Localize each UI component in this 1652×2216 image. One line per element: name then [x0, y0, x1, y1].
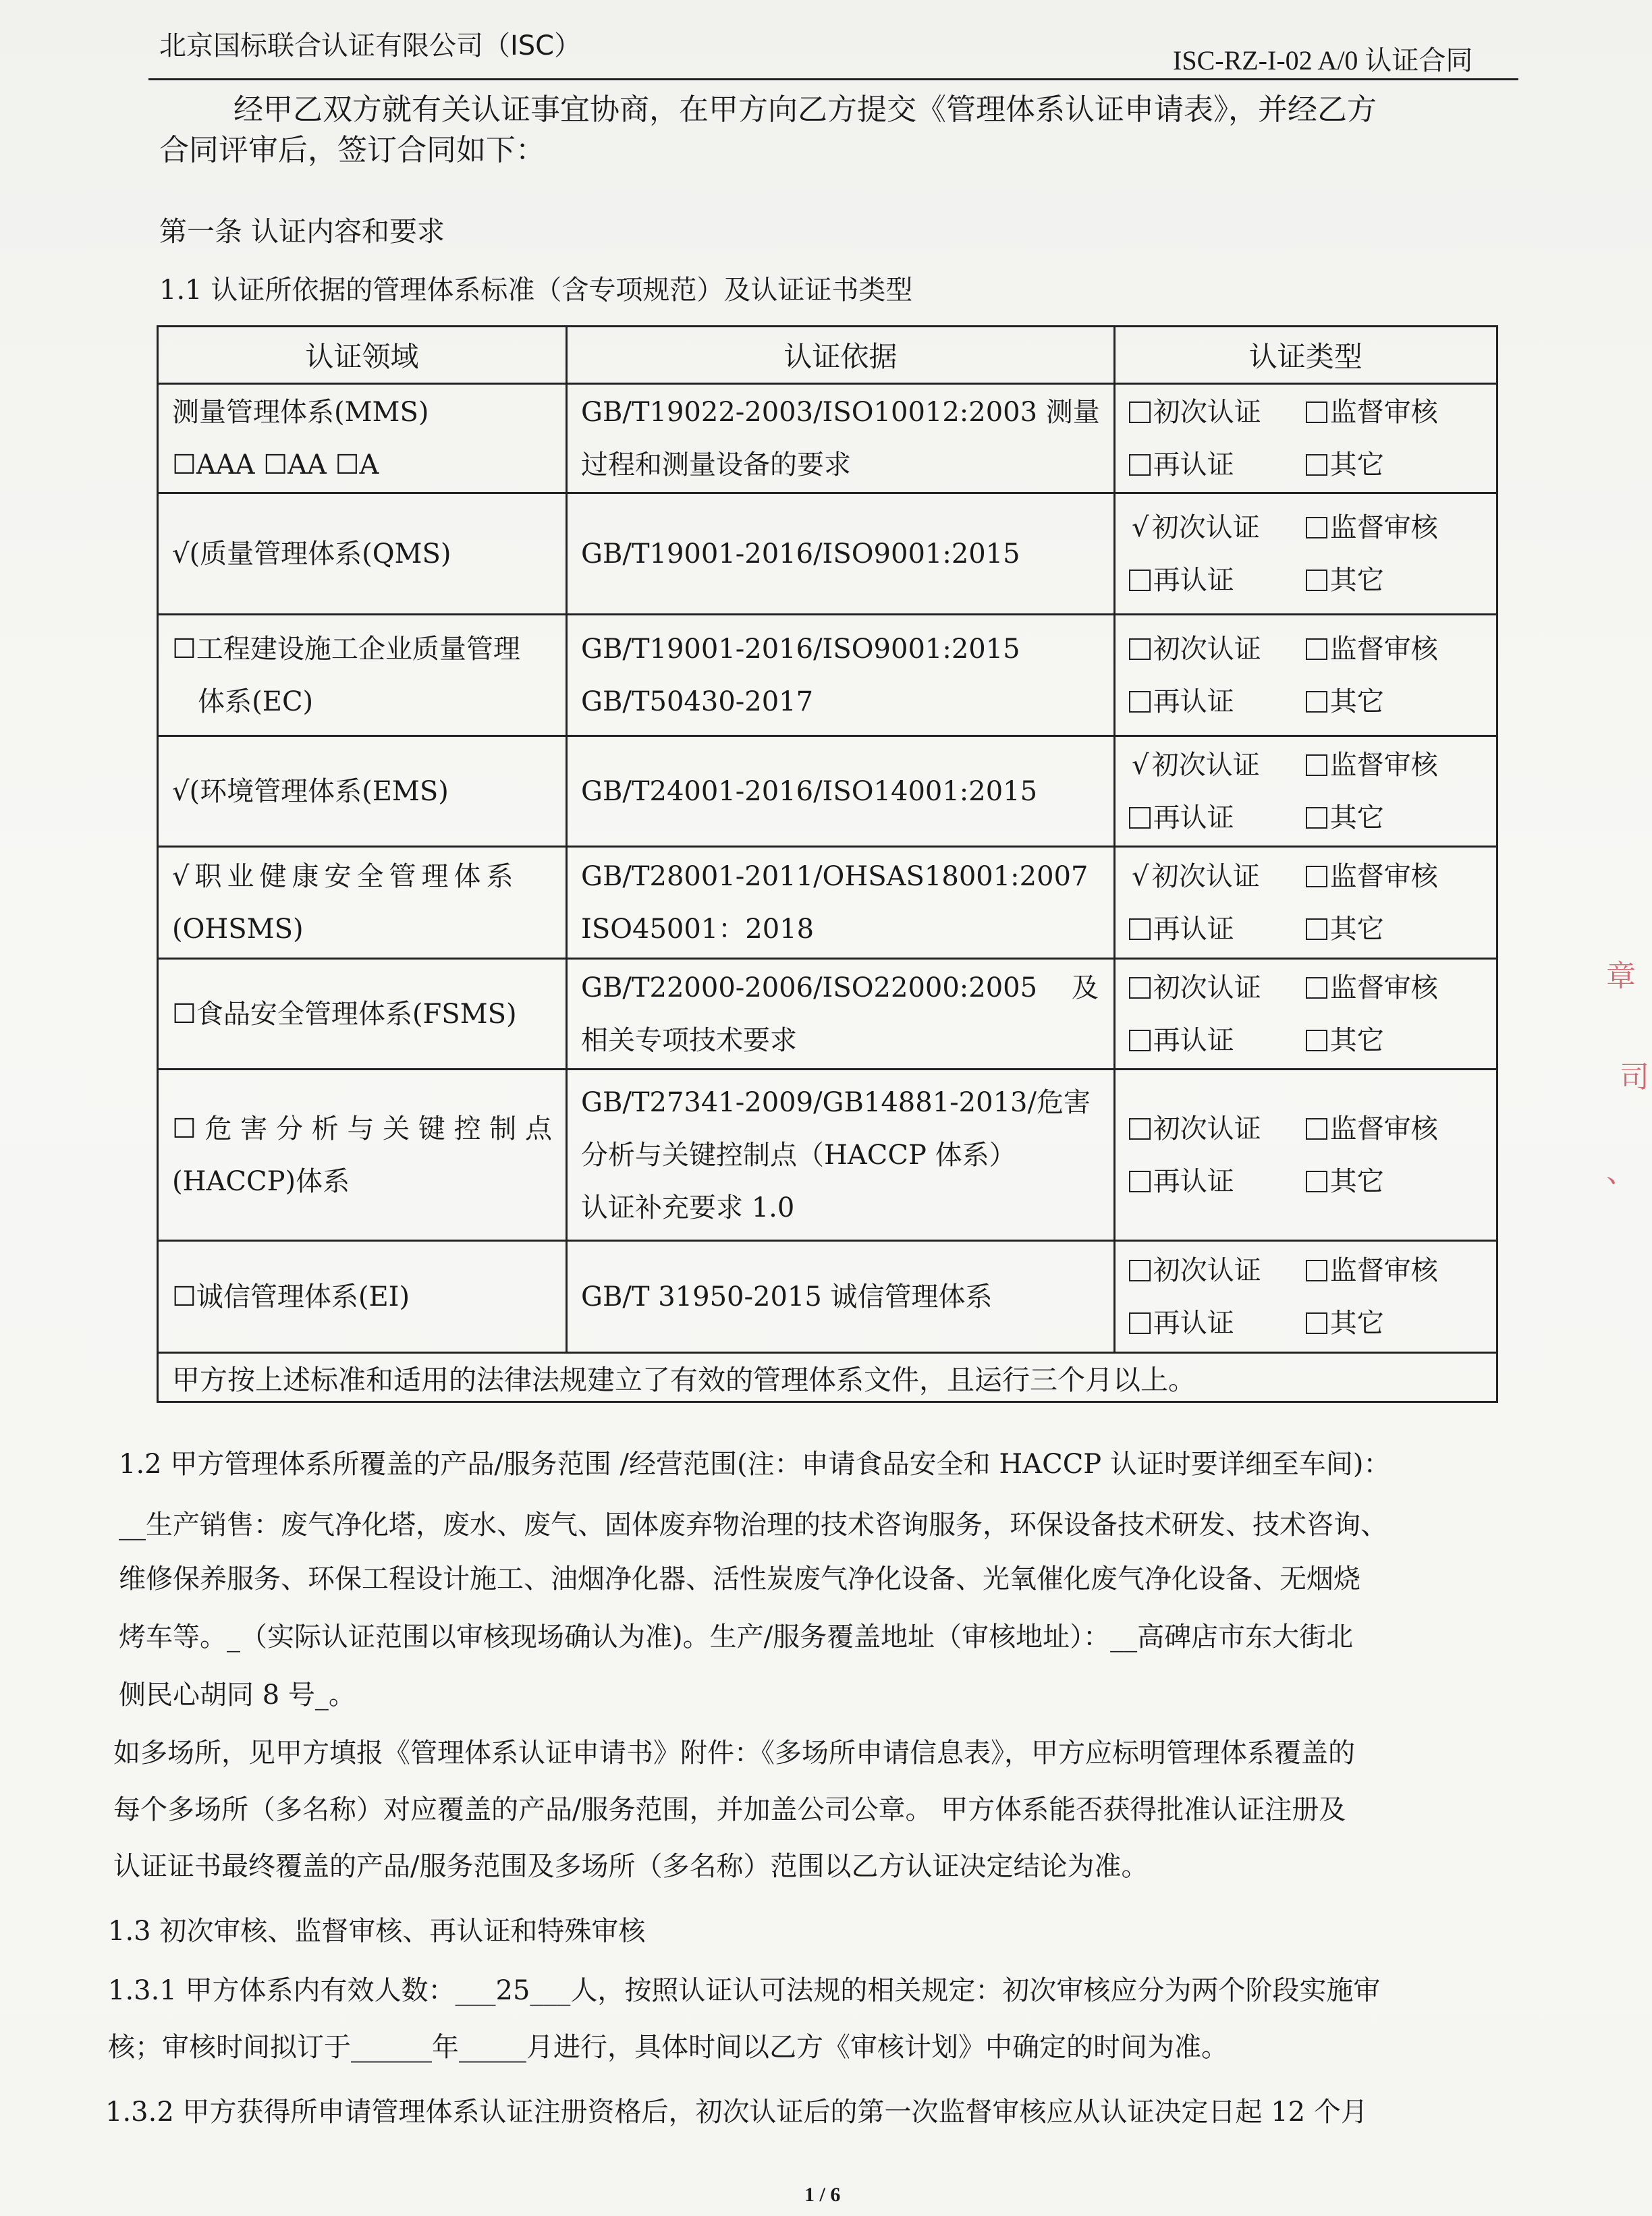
- label-initial: 初次认证: [1153, 633, 1261, 665]
- cert-field-text: (HACCP)体系: [172, 1165, 350, 1197]
- label-surveillance: 监督审核: [1329, 972, 1438, 1003]
- cert-type-cell: [1114, 736, 1497, 847]
- checkbox-other[interactable]: [1306, 691, 1327, 713]
- cert-basis-text: GB/T19001-2016/ISO9001:2015: [581, 538, 1020, 570]
- checkbox-other[interactable]: [1306, 918, 1327, 940]
- label-recert: 再认证: [1153, 1024, 1234, 1056]
- checkmark-icon[interactable]: √: [1132, 511, 1149, 543]
- checkbox-initial[interactable]: [1129, 977, 1151, 999]
- checkbox-recert[interactable]: [1129, 1312, 1151, 1334]
- cert-basis-text: GB/T 31950-2015 诚信管理体系: [581, 1281, 993, 1312]
- cert-field-cell: [158, 384, 567, 493]
- cert-type-cell: [1114, 1241, 1497, 1353]
- label-initial: 初次认证: [1153, 1254, 1261, 1286]
- header-rule: [148, 78, 1518, 80]
- cert-basis-text: ISO45001：2018: [581, 913, 815, 945]
- checkbox-surveillance[interactable]: [1306, 1118, 1327, 1140]
- section-1-2-line: 维修保养服务、环保工程设计施工、油烟净化器、活性炭废气净化设备、光氧催化废气净化设备、无烟烧: [119, 1563, 1360, 1595]
- label-recert: 再认证: [1153, 449, 1234, 480]
- label-other: 其它: [1329, 1165, 1384, 1197]
- checkbox-other[interactable]: [1306, 807, 1327, 829]
- cert-basis-text: GB/T50430-2017: [581, 686, 814, 717]
- table-row: [158, 493, 1497, 615]
- cert-basis-cell: [567, 384, 1115, 493]
- section-1-3-1-line: 1.3.1 甲方体系内有效人数：___25___人，按照认证认可法规的相关规定：初次审核应分为两个阶段实施审: [108, 1975, 1381, 2006]
- cert-type-cell: [1114, 959, 1497, 1070]
- label-initial: 初次认证: [1151, 860, 1260, 892]
- col-header-field: 认证领域: [158, 327, 567, 384]
- table-row: [158, 736, 1497, 847]
- certification-table: [157, 325, 1498, 1403]
- cert-field-cell: [158, 615, 567, 736]
- label-initial: 初次认证: [1153, 396, 1261, 428]
- cert-field-text: √(质量管理体系(QMS): [172, 538, 451, 570]
- cert-field-text: ☐食品安全管理体系(FSMS): [172, 998, 517, 1030]
- cert-basis-cell: [567, 493, 1115, 615]
- cert-basis-text: GB/T19001-2016/ISO9001:2015: [581, 633, 1020, 665]
- label-other: 其它: [1329, 1024, 1384, 1056]
- cert-field-text: √(环境管理体系(EMS): [172, 775, 449, 807]
- table-note: 甲方按上述标准和适用的法律法规建立了有效的管理体系文件，且运行三个月以上。: [158, 1353, 1497, 1402]
- section-1-2-line: 1.2 甲方管理体系所覆盖的产品/服务范围 /经营范围(注：申请食品安全和 HACCP 认证时要详细至车间)：: [119, 1449, 1391, 1480]
- checkbox-other[interactable]: [1306, 570, 1327, 591]
- label-surveillance: 监督审核: [1329, 1113, 1438, 1144]
- checkbox-recert[interactable]: [1129, 454, 1151, 476]
- table-row: [158, 1070, 1497, 1241]
- cert-basis-text: GB/T19022-2003/ISO10012:2003 测量: [581, 396, 1100, 428]
- checkmark-icon[interactable]: √: [1132, 749, 1149, 781]
- checkbox-initial[interactable]: [1129, 401, 1151, 423]
- cert-field-cell: [158, 1241, 567, 1353]
- label-recert: 再认证: [1153, 686, 1234, 717]
- section-1-2-line: 认证证书最终覆盖的产品/服务范围及多场所（多名称）范围以乙方认证决定结论为准。: [113, 1851, 1149, 1882]
- label-other: 其它: [1329, 686, 1384, 717]
- section-1-2-line: 每个多场所（多名称）对应覆盖的产品/服务范围，并加盖公司公章。 甲方体系能否获得批准认证注册及: [113, 1794, 1346, 1825]
- label-recert: 再认证: [1153, 564, 1234, 596]
- label-surveillance: 监督审核: [1329, 511, 1438, 543]
- section-1-2-line: __生产销售：废气净化塔，废水、废气、固体废弃物治理的技术咨询服务，环保设备技术研发、技术咨询、: [119, 1509, 1387, 1541]
- checkbox-surveillance[interactable]: [1306, 638, 1327, 660]
- cert-type-cell: [1114, 615, 1497, 736]
- section-1-1-heading: 1.1 认证所依据的管理体系标准（含专项规范）及认证证书类型: [159, 275, 913, 306]
- cert-type-cell: [1114, 493, 1497, 615]
- col-header-type: 认证类型: [1114, 327, 1497, 384]
- label-initial: 初次认证: [1153, 1113, 1261, 1144]
- col-header-basis: 认证依据: [567, 327, 1115, 384]
- header-company: 北京国标联合认证有限公司（ISC）: [159, 30, 582, 61]
- section-1-2-line: 烤车等。_（实际认证范围以审核现场确认为准)。生产/服务覆盖地址（审核地址）：__高碑店市东大街北: [119, 1622, 1354, 1653]
- label-recert: 再认证: [1153, 913, 1234, 945]
- article-1-title: 第一条 认证内容和要求: [159, 215, 445, 248]
- label-recert: 再认证: [1153, 1165, 1234, 1197]
- checkbox-recert[interactable]: [1129, 1030, 1151, 1051]
- table-row: [158, 959, 1497, 1070]
- checkmark-icon[interactable]: √: [1132, 860, 1149, 892]
- label-other: 其它: [1329, 449, 1384, 480]
- checkbox-recert[interactable]: [1129, 807, 1151, 829]
- cert-basis-cell: [567, 615, 1115, 736]
- checkbox-surveillance[interactable]: [1306, 866, 1327, 887]
- table-note-row: [158, 1353, 1497, 1402]
- section-1-3-heading: 1.3 初次审核、监督审核、再认证和特殊审核: [108, 1916, 646, 1947]
- cert-field-cell: [158, 847, 567, 959]
- table-row: [158, 847, 1497, 959]
- cert-type-cell: [1114, 847, 1497, 959]
- checkbox-other[interactable]: [1306, 1171, 1327, 1192]
- label-other: 其它: [1329, 913, 1384, 945]
- cert-basis-cell: [567, 847, 1115, 959]
- cert-field-text: 测量管理体系(MMS): [172, 396, 429, 428]
- section-1-3-1-line: 核；审核时间拟订于______年_____月进行，具体时间以乙方《审核计划》中确定的时间为准。: [108, 2032, 1228, 2063]
- intro-line-2: 合同评审后，签订合同如下：: [159, 133, 545, 167]
- cert-field-cell: [158, 959, 567, 1070]
- label-surveillance: 监督审核: [1329, 1254, 1438, 1286]
- label-recert: 再认证: [1153, 1307, 1234, 1339]
- label-recert: 再认证: [1153, 802, 1234, 833]
- checkbox-initial[interactable]: [1129, 638, 1151, 660]
- checkbox-surveillance[interactable]: [1306, 401, 1327, 423]
- cert-field-text: ☐ 危 害 分 析 与 关 键 控 制 点: [172, 1113, 553, 1144]
- label-other: 其它: [1329, 564, 1384, 596]
- label-other: 其它: [1329, 802, 1384, 833]
- cert-basis-text: 过程和测量设备的要求: [581, 449, 852, 480]
- cert-field-text: ☐工程建设施工企业质量管理: [172, 633, 520, 665]
- cert-type-cell: [1114, 1070, 1497, 1241]
- table-row: [158, 615, 1497, 736]
- checkbox-recert[interactable]: [1129, 918, 1151, 940]
- checkbox-surveillance[interactable]: [1306, 1260, 1327, 1281]
- label-surveillance: 监督审核: [1329, 749, 1438, 781]
- section-1-2-line: 侧民心胡同 8 号_。: [119, 1680, 356, 1711]
- cert-basis-text: GB/T24001-2016/ISO14001:2015: [581, 775, 1038, 807]
- cert-field-text: (OHSMS): [172, 913, 304, 945]
- cert-type-cell: [1114, 384, 1497, 493]
- cert-field-text: 体系(EC): [172, 686, 314, 717]
- cert-field-cell: [158, 493, 567, 615]
- cert-field-cell: [158, 1070, 567, 1241]
- checkbox-recert[interactable]: [1129, 1171, 1151, 1192]
- red-seal-stamp: 章 司 、: [1606, 959, 1649, 1189]
- intro-line-1: 经甲乙双方就有关认证事宜协商，在甲方向乙方提交《管理体系认证申请表》，并经乙方: [233, 92, 1377, 127]
- cert-basis-text: 认证补充要求 1.0: [581, 1192, 795, 1223]
- table-row: [158, 384, 1497, 493]
- table-row: [158, 1241, 1497, 1353]
- cert-basis-text: GB/T27341-2009/GB14881-2013/危害: [581, 1086, 1091, 1118]
- label-surveillance: 监督审核: [1329, 396, 1438, 428]
- cert-basis-cell: [567, 1070, 1115, 1241]
- checkbox-surveillance[interactable]: [1306, 754, 1327, 776]
- label-initial: 初次认证: [1153, 972, 1261, 1003]
- cert-field-cell: [158, 736, 567, 847]
- page-number: 1 / 6: [804, 2184, 841, 2206]
- checkbox-surveillance[interactable]: [1306, 977, 1327, 999]
- checkbox-other[interactable]: [1306, 454, 1327, 476]
- checkbox-initial[interactable]: [1129, 1260, 1151, 1281]
- label-surveillance: 监督审核: [1329, 860, 1438, 892]
- cert-basis-text: GB/T28001-2011/OHSAS18001:2007: [581, 860, 1089, 892]
- label-other: 其它: [1329, 1307, 1384, 1339]
- checkbox-other[interactable]: [1306, 1030, 1327, 1051]
- cert-basis-cell: [567, 1241, 1115, 1353]
- checkbox-initial[interactable]: [1129, 1118, 1151, 1140]
- checkbox-recert[interactable]: [1129, 570, 1151, 591]
- cert-field-grade-options[interactable]: ☐AAA ☐AA ☐A: [172, 449, 379, 480]
- label-initial: 初次认证: [1151, 511, 1260, 543]
- checkbox-other[interactable]: [1306, 1312, 1327, 1334]
- cert-basis-text: 分析与关键控制点（HACCP 体系）: [581, 1139, 1016, 1171]
- cert-basis-cell: [567, 959, 1115, 1070]
- cert-basis-text: 相关专项技术要求: [581, 1024, 798, 1056]
- label-surveillance: 监督审核: [1329, 633, 1438, 665]
- cert-field-text: √职业健康安全管理体系: [172, 860, 519, 892]
- cert-basis-text: GB/T22000-2006/ISO22000:2005 及: [581, 972, 1099, 1003]
- section-1-3-2-line: 1.3.2 甲方获得所申请管理体系认证注册资格后，初次认证后的第一次监督审核应从认证决定日起 12 个月: [105, 2097, 1368, 2128]
- cert-field-text: ☐诚信管理体系(EI): [172, 1281, 410, 1312]
- header-doc-code: ISC-RZ-I-02 A/0 认证合同: [1173, 45, 1473, 76]
- section-1-2-line: 如多场所，见甲方填报《管理体系认证申请书》附件：《多场所申请信息表》，甲方应标明管理体系覆盖的: [113, 1738, 1355, 1769]
- label-initial: 初次认证: [1151, 749, 1260, 781]
- table-header-row: [158, 327, 1497, 384]
- checkbox-surveillance[interactable]: [1306, 517, 1327, 538]
- checkbox-recert[interactable]: [1129, 691, 1151, 713]
- cert-basis-cell: [567, 736, 1115, 847]
